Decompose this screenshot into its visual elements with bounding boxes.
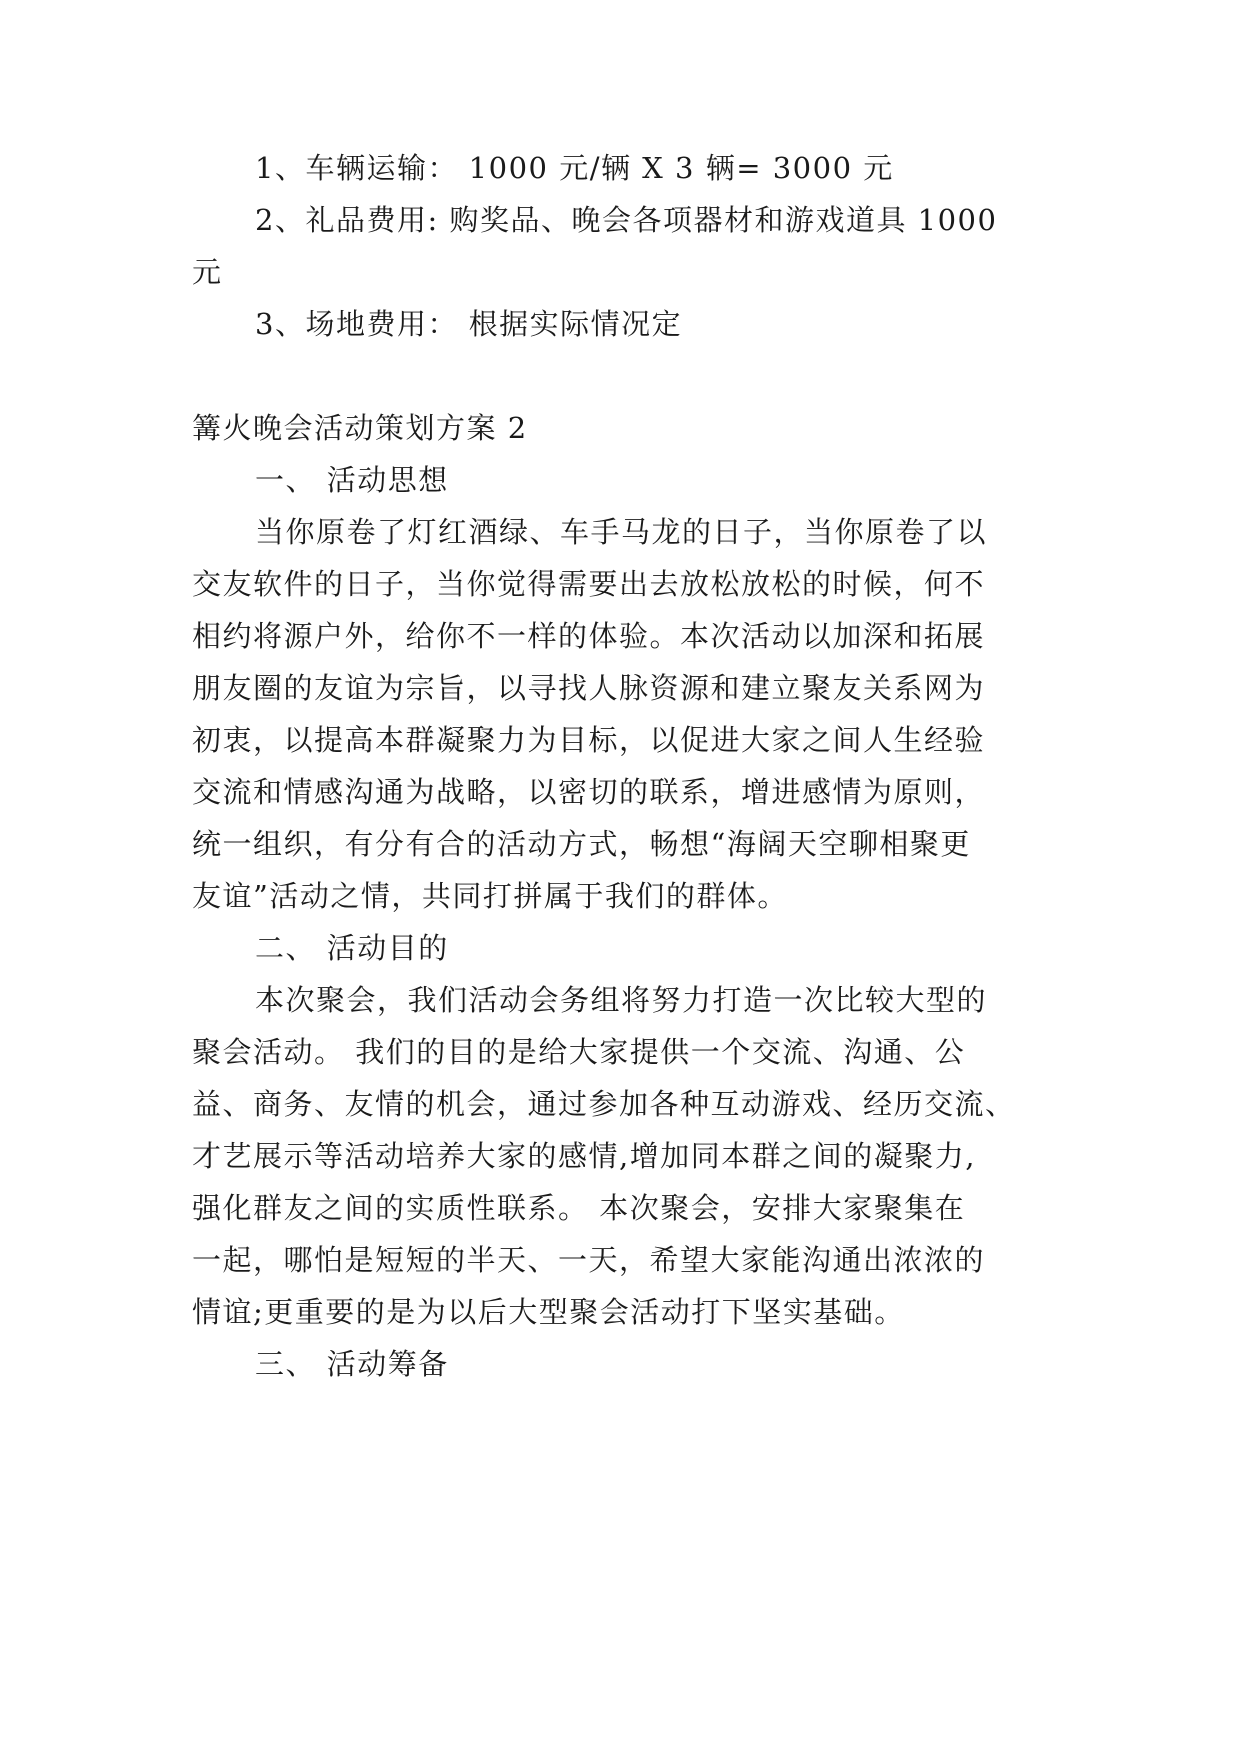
paragraph-line: 统一组织，有分有合的活动方式，畅想“海阔天空聊相聚更	[192, 827, 971, 861]
paragraph-line: 情谊;更重要的是为以后大型聚会活动打下坚实基础。	[192, 1295, 905, 1329]
part1-heading: 一、 活动思想	[255, 463, 449, 497]
paragraph-line: 一起，哪怕是短短的半天、一天，希望大家能沟通出浓浓的	[192, 1243, 986, 1277]
paragraph-line: 交友软件的日子，当你觉得需要出去放松放松的时候，何不	[192, 567, 986, 601]
part2-heading: 二、 活动目的	[255, 931, 449, 965]
budget-item-venue: 3、场地费用： 根据实际情况定	[255, 307, 683, 341]
paragraph-line: 益、商务、友情的机会，通过参加各种互动游戏、经历交流、	[192, 1087, 1016, 1121]
paragraph-line: 交流和情感沟通为战略，以密切的联系，增进感情为原则，	[192, 775, 986, 809]
part3-heading: 三、 活动筹备	[255, 1347, 449, 1381]
paragraph-line: 当你原卷了灯红酒绿、车手马龙的日子，当你原卷了以	[255, 515, 988, 549]
budget-item-gifts: 2、礼品费用: 购奖品、晚会各项器材和游戏道具 1000	[255, 203, 998, 237]
budget-item-gifts-continued: 元	[192, 255, 223, 289]
budget-item-vehicle: 1、车辆运输： 1000 元/辆 X 3 辆= 3000 元	[255, 151, 894, 185]
paragraph-line: 强化群友之间的实质性联系。 本次聚会，安排大家聚集在	[192, 1191, 966, 1225]
paragraph-line: 朋友圈的友谊为宗旨，以寻找人脉资源和建立聚友关系网为	[192, 671, 986, 705]
paragraph-line: 本次聚会，我们活动会务组将努力打造一次比较大型的	[255, 983, 988, 1017]
paragraph-line: 聚会活动。 我们的目的是给大家提供一个交流、沟通、公	[192, 1035, 966, 1069]
paragraph-line: 初衷，以提高本群凝聚力为目标，以促进大家之间人生经验	[192, 723, 986, 757]
section-title: 篝火晚会活动策划方案 2	[192, 411, 528, 445]
paragraph-line: 才艺展示等活动培养大家的感情,增加同本群之间的凝聚力,	[192, 1139, 976, 1173]
paragraph-line: 相约将源户外，给你不一样的体验。本次活动以加深和拓展	[192, 619, 986, 653]
paragraph-line: 友谊”活动之情，共同打拼属于我们的群体。	[192, 879, 788, 913]
